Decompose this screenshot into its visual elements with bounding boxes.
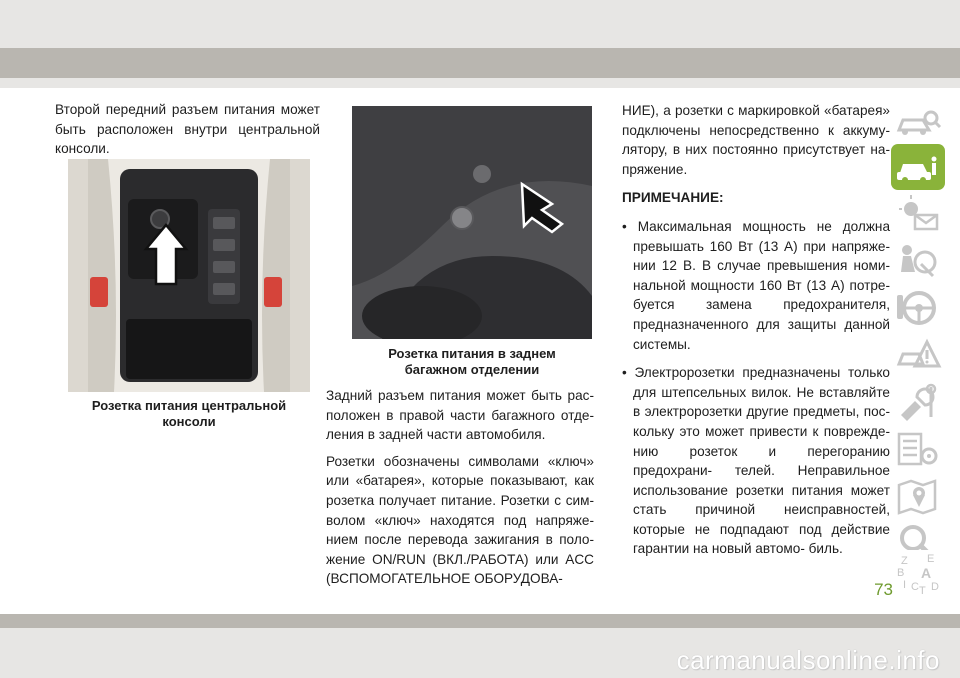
figure-caption-console bbox=[68, 398, 310, 430]
car-warning-icon bbox=[891, 332, 945, 378]
index-letter: C bbox=[911, 581, 919, 593]
index-letter: I bbox=[903, 579, 907, 591]
paragraph: Второй передний разъем питания может быть расположен внутри центральной консоли. bbox=[55, 102, 320, 157]
paragraph: Розетки обозначены символами «ключ» или «батарея», которые показывают, как розетка получает питание. Розетки с сим- волом «ключ» находятся под напряже- нием после перевода зажигания в поло- жение ON/RUN (ВКЛ./РАБОТА) или ACC (ВСПОМОГАТЕЛЬНОЕ ОБОРУДОВА- bbox=[326, 453, 594, 587]
column-middle bbox=[326, 386, 594, 596]
tab-steering-wheel[interactable] bbox=[891, 285, 945, 331]
index-letter: B bbox=[897, 567, 905, 579]
header-stripe bbox=[0, 48, 960, 78]
index-letter: D bbox=[931, 581, 939, 593]
warning-lights-icon bbox=[891, 191, 945, 237]
tab-settings-list[interactable] bbox=[891, 426, 945, 472]
tab-airbag[interactable] bbox=[891, 238, 945, 284]
footer-stripe bbox=[0, 614, 960, 628]
tools-icon bbox=[891, 379, 945, 425]
column-left bbox=[55, 100, 320, 166]
note-bullet: • Максимальная мощность не должна превышать 160 Вт (13 А) при напряже- нии 12 В. В случае превышения номи- нальной мощности 160 Вт (13 А) потре- буется замена предохранителя, предназначенного для защиты данной системы. bbox=[622, 218, 890, 352]
index-letter: A bbox=[921, 565, 932, 581]
index-letter: T bbox=[919, 585, 926, 596]
caption-line: Розетка питания в заднем bbox=[388, 346, 556, 361]
index-icon bbox=[891, 550, 945, 596]
footer-watermark: carmanualsonline.info bbox=[676, 645, 940, 675]
paragraph: НИЕ), а розетки с маркировкой «батарея» подключены непосредственно к аккуму- лятору, в них постоянно присутствует на- пряжение. bbox=[622, 103, 890, 177]
caption-line: Розетка питания центральной bbox=[91, 398, 287, 413]
tab-tools[interactable] bbox=[891, 379, 945, 425]
paragraph: Задний разъем питания может быть рас- положен в правой части багажного отде- ления в задней части автомобиля. bbox=[326, 388, 594, 443]
tab-car-info[interactable] bbox=[891, 144, 945, 190]
caption-line: консоли bbox=[162, 414, 216, 429]
console-photo-art bbox=[68, 159, 310, 392]
settings-list-icon bbox=[891, 426, 945, 472]
tab-map[interactable] bbox=[891, 473, 945, 519]
cargo-photo-art bbox=[352, 106, 592, 339]
figure-caption-cargo bbox=[352, 346, 592, 378]
page-number: 73 bbox=[874, 580, 893, 599]
column-right bbox=[622, 101, 890, 568]
index-letter: E bbox=[927, 553, 935, 565]
tab-index[interactable] bbox=[891, 550, 945, 596]
car-search-icon bbox=[891, 100, 945, 146]
note-title: ПРИМЕЧАНИЕ: bbox=[622, 190, 724, 206]
header-band bbox=[0, 0, 960, 88]
airbag-icon bbox=[891, 238, 945, 284]
note-bullet: • Электророзетки предназначены только для штепсельных вилок. Не вставляйте в электророзетки другие предметы, пос- кольку это может привести к поврежде- нию розеток и перегоранию предохрани- телей. Неправильное использование розетки питания может стать причиной неисправностей, которые не подпадают под действие гарантии на новый автомо- биль. bbox=[622, 365, 890, 557]
console-outlet-photo bbox=[68, 159, 310, 392]
tab-car-search[interactable] bbox=[891, 100, 945, 146]
cargo-outlet-photo bbox=[352, 106, 592, 339]
car-info-icon bbox=[891, 144, 945, 190]
index-letter: Z bbox=[901, 555, 908, 567]
map-icon bbox=[891, 473, 945, 519]
caption-line: багажном отделении bbox=[404, 362, 540, 377]
tab-car-warning[interactable] bbox=[891, 332, 945, 378]
tab-warning-lights[interactable] bbox=[891, 191, 945, 237]
steering-wheel-icon bbox=[891, 285, 945, 331]
